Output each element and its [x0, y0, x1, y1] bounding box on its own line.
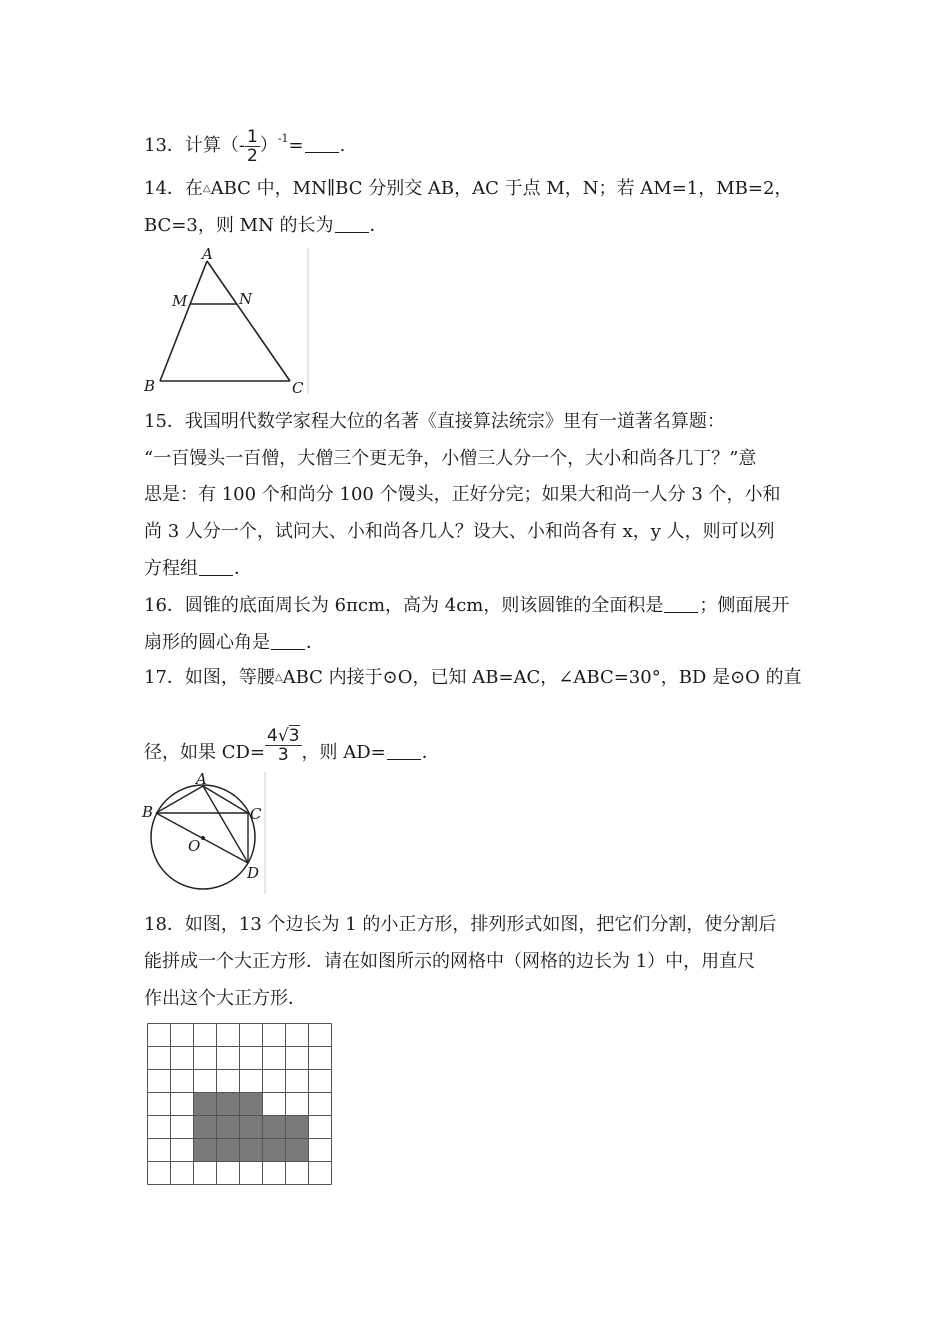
- q13-text: 计算（: [184, 135, 239, 156]
- q17-frac-num-radicand: 3: [288, 726, 300, 746]
- q17-frac-num-coef: 4: [267, 726, 278, 746]
- filled-square: [217, 1093, 240, 1116]
- label-o: O: [188, 837, 201, 855]
- q17-frac-num: [265, 727, 302, 746]
- segment-ac: [207, 261, 290, 381]
- q18-grid[interactable]: [146, 1022, 334, 1188]
- q13-eq: =: [288, 135, 304, 156]
- q14-line1-b: ABC 中，MN∥BC 分别交 AB，AC 于点 M，N；若 AM=1，MB=2，: [210, 178, 793, 199]
- q17-line1: [144, 665, 802, 691]
- q17-line1-a: 17．如图，等腰: [144, 667, 275, 688]
- filled-square: [286, 1116, 309, 1139]
- q17-fraction: [265, 727, 302, 764]
- filled-square: [194, 1116, 217, 1139]
- q15-answer-blank[interactable]: [199, 557, 233, 576]
- triangle-symbol: △: [274, 672, 283, 683]
- q15-line5-a: 方程组: [144, 558, 198, 579]
- q14-line2-a: BC=3，则 MN 的长为: [144, 215, 334, 236]
- q13-end: .: [339, 135, 346, 156]
- filled-square: [194, 1093, 217, 1116]
- q13: [144, 126, 345, 165]
- q14-answer-blank[interactable]: [335, 214, 369, 233]
- filled-square: [263, 1139, 286, 1162]
- q13-minus: -: [238, 135, 245, 156]
- q16-line2-end: ．: [306, 632, 324, 653]
- q15-line3: 思是：有 100 个和尚分 100 个馒头，正好分完；如果大和尚一人分 3 个，小和: [144, 484, 781, 505]
- q16-answer-blank-2[interactable]: [271, 631, 305, 650]
- q17-frac-den: 3: [277, 745, 289, 765]
- q13-number: 13．: [144, 135, 185, 156]
- q16-line1-a: 16．圆锥的底面周长为 6πcm，高为 4cm，则该圆锥的全面积是: [144, 595, 664, 616]
- q14-line1-a: 14．在: [144, 178, 203, 199]
- q17-line2-b: ，则 AD=: [301, 742, 386, 763]
- filled-square: [194, 1139, 217, 1162]
- label-m: M: [172, 292, 188, 310]
- q16-line1: [144, 593, 789, 619]
- q17-circle-figure: [140, 770, 270, 896]
- label-a: A: [196, 770, 207, 788]
- label-b: B: [144, 377, 156, 395]
- q15-line5-end: ．: [234, 558, 252, 579]
- label-c: C: [250, 805, 262, 823]
- center-o: [201, 836, 205, 840]
- q17-line1-b: ABC 内接于⊙O，已知 AB=AC，∠ABC=30°，BD 是⊙O 的直: [282, 667, 802, 688]
- q14-line1: [144, 176, 792, 202]
- q13-frac-den: 2: [247, 145, 258, 166]
- q17-answer-blank[interactable]: [387, 741, 421, 760]
- label-d: D: [247, 864, 260, 882]
- filled-square: [240, 1093, 263, 1116]
- q14-triangle-figure: [140, 244, 315, 396]
- q15-line2: “一百馒头一百僧，大僧三个更无争，小僧三人分一个，大小和尚各几丁？”意: [144, 448, 757, 469]
- q17-line2: [144, 727, 440, 766]
- q18-line3: 作出这个大正方形．: [144, 988, 306, 1009]
- triangle-symbol: △: [202, 183, 211, 194]
- label-a: A: [202, 245, 213, 263]
- q16-answer-blank-1[interactable]: [664, 594, 698, 613]
- q13-answer-blank[interactable]: [305, 134, 339, 153]
- q13-close: ）: [259, 135, 278, 156]
- filled-square: [217, 1116, 240, 1139]
- q13-fraction: [245, 128, 260, 165]
- filled-square: [217, 1139, 240, 1162]
- segment-ab: [160, 261, 207, 381]
- filled-square: [286, 1139, 309, 1162]
- q16-line2: [144, 630, 324, 656]
- sqrt-symbol: √: [277, 726, 289, 746]
- q16-line1-b: ；侧面展开: [699, 595, 790, 616]
- q14-line2: [144, 213, 388, 239]
- q18-line2: 能拼成一个大正方形．请在如图所示的网格中（网格的边长为 1）中，用直尺: [144, 951, 756, 972]
- q13-frac-num: 1: [247, 126, 258, 147]
- filled-square: [263, 1116, 286, 1139]
- q15-line1: 15．我国明代数学家程大位的名著《直接算法统宗》里有一道著名算题：: [144, 411, 725, 432]
- q17-line2-end: ．: [421, 742, 440, 763]
- q17-line2-a: 径，如果 CD=: [144, 742, 266, 763]
- q13-exponent: -1: [277, 132, 289, 145]
- q18-line1: 18．如图，13 个边长为 1 的小正方形，排列形式如图，把它们分割，使分割后: [144, 914, 777, 935]
- q14-line2-end: ．: [369, 215, 388, 236]
- q15-line5: [144, 556, 252, 582]
- q16-line2-a: 扇形的圆心角是: [144, 632, 270, 653]
- label-n: N: [239, 290, 253, 308]
- label-c: C: [292, 379, 304, 396]
- q15-line4: 尚 3 人分一个，试问大、小和尚各几人？设大、小和尚各有 x，y 人，则可以列: [144, 521, 775, 542]
- filled-square: [240, 1116, 263, 1139]
- label-b: B: [142, 803, 154, 821]
- filled-square: [240, 1139, 263, 1162]
